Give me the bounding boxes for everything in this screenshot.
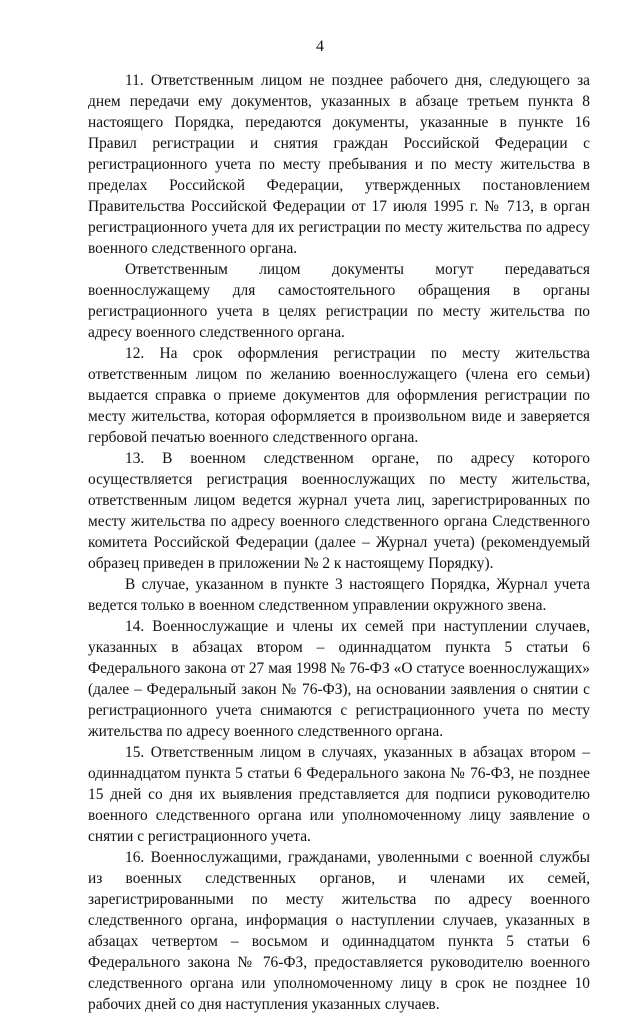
paragraph-11: 11. Ответственным лицом не позднее рабочего дня, следующего за днем передачи ему документов, указанных в абзаце третьем пункта 8 настоящего Порядка, передаются документы, указанные в пункте 16 Правил регистрации и снятия граждан Российской Федерации с регистрационного учета по месту пребывания и по месту жительства в пределах Российской Федерации, утвержденных постановлением Правительства Российской Федерации от 17 июля 1995 г. № 713, в орган регистрационного учета для их регистрации по месту жительства по адресу военного следственного органа. — [88, 72, 590, 257]
paragraph-11-continued: Ответственным лицом документы могут передаваться военнослужащему для самостоятельного обращения в органы регистрационного учета в целях регистрации по месту жительства по адресу военного следственного органа. — [88, 261, 590, 341]
paragraph-13-continued: В случае, указанном в пункте 3 настоящего Порядка, Журнал учета ведется только в военном следственном управлении окружного звена. — [88, 576, 590, 614]
paragraph-13: 13. В военном следственном органе, по адресу которого осуществляется регистрация военнослужащих по месту жительства, ответственным лицом ведется журнал учета лиц, зарегистрированных по месту жительства по адресу военного следственного органа Следственного комитета Российской Федерации (далее – Журнал учета) (рекомендуемый образец приведен в приложении № 2 к настоящему Порядку). — [88, 450, 590, 572]
page-number: 4 — [316, 38, 324, 55]
paragraph-14: 14. Военнослужащие и члены их семей при наступлении случаев, указанных в абзацах втором – одиннадцатом пункта 5 статьи 6 Федерального закона от 27 мая 1998 № 76-ФЗ «О статусе военнослужащих» (далее – Федеральный закон № 76-ФЗ), на основании заявления о снятии с регистрационного учета снимаются с регистрационного учета по месту жительства по адресу военного следственного органа. — [88, 618, 590, 740]
paragraph-12: 12. На срок оформления регистрации по месту жительства ответственным лицом по желанию военнослужащего (члена его семьи) выдается справка о приеме документов для оформления регистрации по месту жительства, которая оформляется в произвольном виде и заверяется гербовой печатью военного следственного органа. — [88, 345, 590, 446]
document-body — [88, 70, 590, 1015]
paragraph-15: 15. Ответственным лицом в случаях, указанных в абзацах втором – одиннадцатом пункта 5 статьи 6 Федерального закона № 76-ФЗ, не позднее 15 дней со дня их выявления представляется для подписи руководителю военного следственного органа или уполномоченному лицу заявление о снятии с регистрационного учета. — [88, 744, 590, 845]
paragraph-16: 16. Военнослужащими, гражданами, уволенными с военной службы из военных следственных органов, и членами их семей, зарегистрированными по месту жительства по адресу военного следственного органа, информация о наступлении случаев, указанных в абзацах четвертом – восьмом и одиннадцатом пункта 5 статьи 6 Федерального закона № 76-ФЗ, предоставляется руководителю военного следственного органа или уполномоченному лицу в срок не позднее 10 рабочих дней со дня наступления указанных случаев. — [88, 849, 590, 1013]
